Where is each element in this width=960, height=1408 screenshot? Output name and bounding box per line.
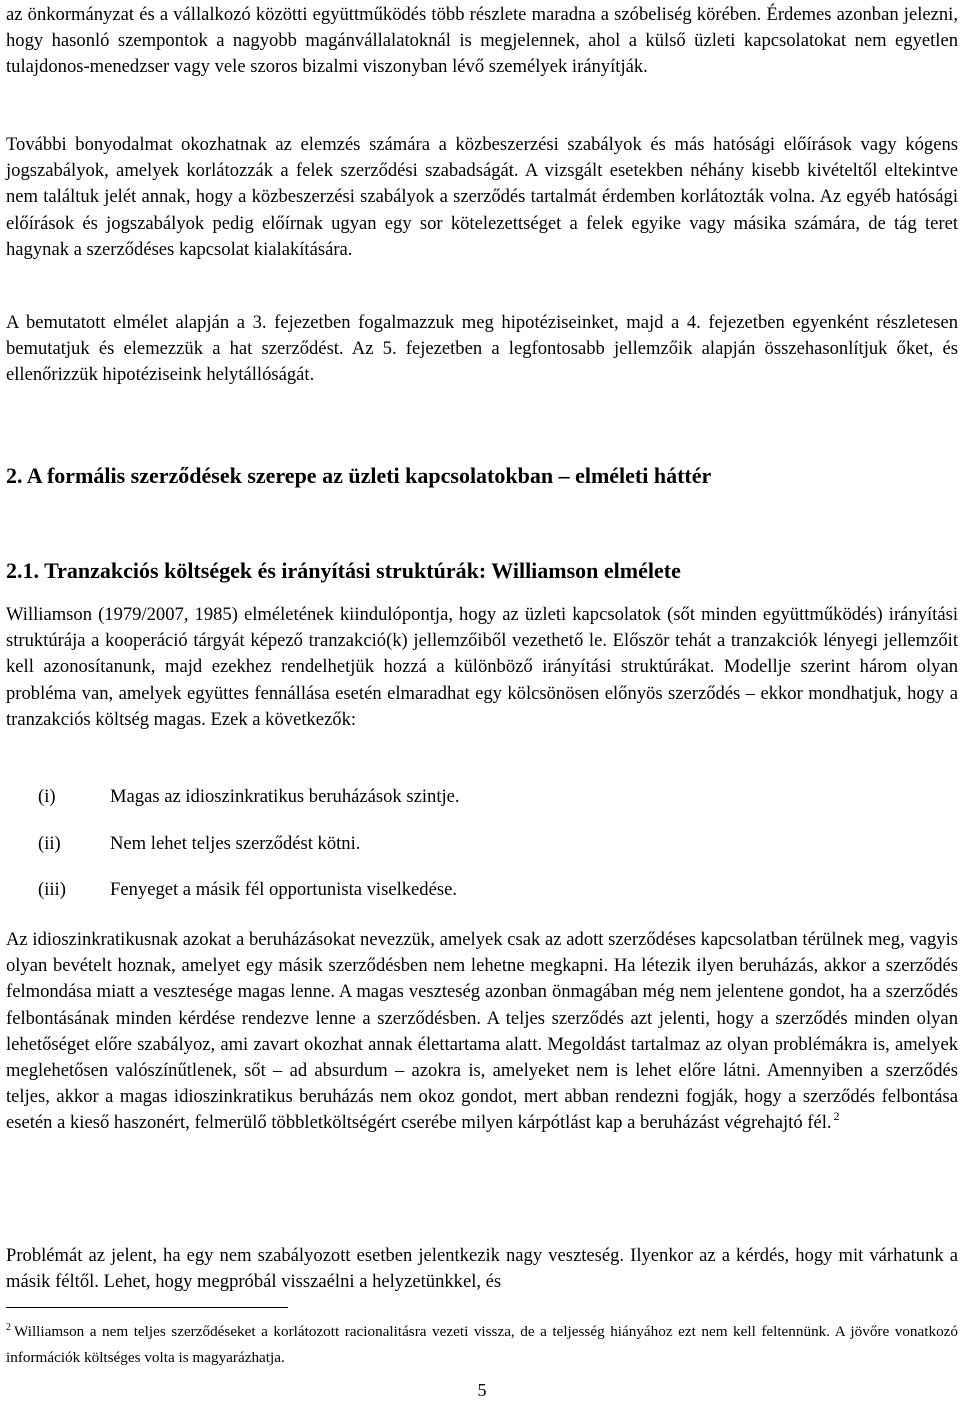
- list-item-text: Fenyeget a másik fél opportunista viselkedése.: [110, 879, 457, 900]
- section-heading-2: 2. A formális szerződések szerepe az üzleti kapcsolatokban – elméleti háttér: [6, 463, 712, 488]
- page-number: 5: [477, 1380, 487, 1400]
- list-item-text: Nem lehet teljes szerződést kötni.: [110, 832, 361, 854]
- paragraph-procurement-rules: További bonyodalmat okozhatnak az elemzés számára a közbeszerzési szabályok és más hatósági előírások vagy kógens jogszabályok, amelyek korlátozzák a felek szerződési szabadságát. A vizsgált esetekben néhány kisebb kivételtől eltekintve nem találtuk jelét annak, hogy a közbeszerzési szabályok a szerződés tartalmát érdemben korlátozták volna. Az egyéb hatósági előírások és jogszabályok pedig előírnak ugyan egy sor kötelezettséget a felek egyike vagy másika számára, de tág teret hagynak a szerződéses kapcsolat kialakítására.: [6, 134, 958, 260]
- list-item-marker: (iii): [38, 879, 66, 900]
- paragraph-idiosyncratic-investment: [6, 927, 958, 1138]
- footnote-separator: [6, 1307, 288, 1308]
- footnote: [6, 1320, 958, 1370]
- paragraph-intro-continuation: az önkormányzat és a vállalkozó közötti együttműködés több részlete maradna a szóbeliség körében. Érdemes azonban jelezni, hogy hasonló szempontok a nagyobb magánvállalatoknál is megjelennek, ahol a külső üzleti kapcsolatokat nem egyetlen tulajdonos-menedzser vagy vele szoros bizalmi viszonyban lévő személyek irányítják.: [6, 4, 958, 78]
- condition-list: [6, 784, 958, 924]
- list-item: [6, 831, 958, 878]
- list-item-marker: (i): [38, 786, 56, 807]
- list-item-text: Magas az idioszinkratikus beruházások szintje.: [110, 786, 460, 807]
- list-item: [6, 784, 958, 831]
- paragraph-text: Az idioszinkratikusnak azokat a beruházásokat nevezzük, amelyek csak az adott szerződéses kapcsolatban térülnek meg, vagyis olyan bevételt hoznak, amelyet egy másik szerződésben nem lehetne megkapni. Ha létezik ilyen beruházás, akkor a szerződés felmondása miatt a vesztesége magas lenne. A magas veszteség azonban önmagában még nem jelentene gondot, ha a szerződés felbontásának minden kérdése rendezve lenne a szerződésben. A teljes szerződés azt jelenti, hogy a szerződés minden olyan lehetőséget előre szabályoz, ami zavart okozhat annak élettartama alatt. Megoldást tartalmaz az olyan problémákra is, amelyek meglehetősen valószínűtlenek, sőt – ad absurdum – azokra is, amelyeket nem is lehet előre látni. Amennyiben a szerződés teljes, akkor a magas idioszinkratikus beruházás nem okoz gondot, mert abban rendezni fogják, hogy a szerződés felbontása esetén a kieső haszonért, felmerülő többletköltségért cserébe milyen kárpótlást kap a beruházást végrehajtó fél.: [6, 929, 958, 1134]
- footnote-number: 2: [6, 1322, 11, 1333]
- section-heading-2-1: 2.1. Tranzakciós költségek és irányítási struktúrák: Williamson elmélete: [6, 558, 681, 583]
- list-item-marker: (ii): [38, 832, 61, 854]
- footnote-text: Williamson a nem teljes szerződéseket a korlátozott racionalitásra vezeti vissza, de a teljesség hiányához ezt nem kell feltennünk. A jövőre vonatkozó információk költséges volta is magyarázhatja.: [6, 1323, 958, 1366]
- footnote-reference[interactable]: 2: [833, 1109, 840, 1124]
- paragraph-chapter-outline: A bemutatott elmélet alapján a 3. fejezetben fogalmazzuk meg hipotéziseinket, majd a 4. fejezetben egyenként részletesen bemutatjuk és elemezzük a hat szerződést. Az 5. fejezetben a legfontosabb jellemzőik alapján összehasonlítjuk őket, és ellenőrizzük hipotéziseink helytállóságát.: [6, 312, 958, 386]
- list-item: [6, 877, 958, 924]
- paragraph-unregulated-loss: Problémát az jelent, ha egy nem szabályozott esetben jelentkezik nagy veszteség. Ilyenkor az a kérdés, hogy mit várhatunk a másik féltől. Lehet, hogy megpróbál visszaélni a helyzetünkkel, és: [6, 1245, 958, 1293]
- paragraph-williamson-theory: Williamson (1979/2007, 1985) elméletének kiindulópontja, hogy az üzleti kapcsolatok (sőt minden együttműködés) irányítási struktúrája a kooperáció tárgyát képező tranzakció(k) jellemzőiből vezethető le. Először tehát a tranzakciók lényegi jellemzőit kell azonosítanunk, majd ezekhez rendelhetjük hozzá a különböző irányítási struktúrákat. Modellje szerint három olyan probléma van, amelyek együttes fennállása esetén elmaradhat egy kölcsönösen előnyös szerződés – ekkor mondhatjuk, hogy a tranzakciós költség magas. Ezek a következők:: [6, 604, 958, 730]
